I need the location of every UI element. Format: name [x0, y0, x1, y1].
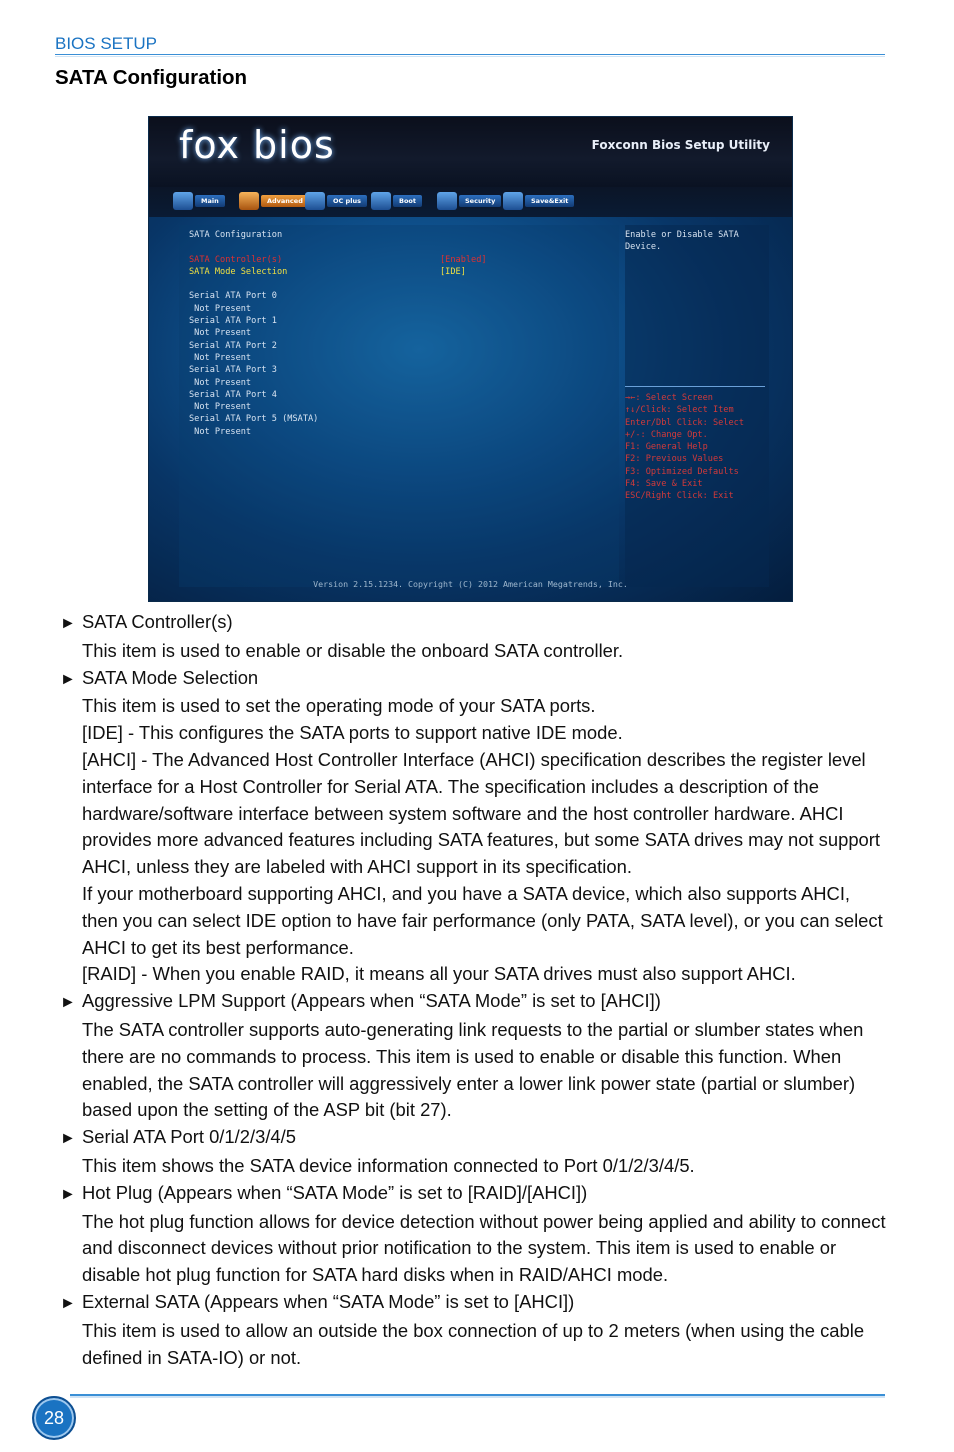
bios-port-0-name: Serial ATA Port 0: [189, 291, 277, 302]
tab-security[interactable]: [437, 191, 501, 211]
bios-value-sata-mode[interactable]: [IDE]: [440, 267, 466, 278]
page-number: 28: [32, 1396, 76, 1440]
bios-port-5-name: Serial ATA Port 5 (MSATA): [189, 414, 319, 425]
bios-heading: SATA Configuration: [189, 230, 283, 240]
oc-plus-icon: [305, 192, 325, 210]
bullet-icon: ►: [60, 670, 76, 688]
save-exit-icon: [503, 192, 523, 210]
tab-oc-plus-label: OC plus: [327, 195, 367, 207]
boot-icon: [371, 192, 391, 210]
item-description: [IDE] - This configures the SATA ports to support native IDE mode.: [82, 722, 623, 744]
key-legend-item: F2: Previous Values: [625, 454, 724, 465]
item-description: This item shows the SATA device information connected to Port 0/1/2/3/4/5.: [82, 1154, 695, 1176]
key-legend-item: F4: Save & Exit: [625, 479, 703, 490]
bios-port-4-name: Serial ATA Port 4: [189, 389, 277, 400]
key-legend-item: ESC/Right Click: Exit: [625, 491, 734, 502]
bios-port-1-status: Not Present: [189, 328, 252, 339]
lock-icon: [437, 192, 457, 210]
bios-help-divider: [625, 386, 765, 387]
item-description: The hot plug function allows for device detection without power being applied and ability to connect and disconnect devices without prior notification to the system. This item is used to enable or disable hot plug function for SATA hard disks when in RAID/AHCI mode.: [82, 1210, 886, 1286]
bios-settings-list: [189, 229, 318, 438]
bullet-icon: ►: [60, 994, 76, 1012]
key-legend-item: ↑↓/Click: Select Item: [625, 405, 734, 416]
item-sata-controller: [60, 609, 890, 665]
footer-divider: [70, 1394, 885, 1396]
item-title: Serial ATA Port 0/1/2/3/4/5: [82, 1126, 296, 1148]
main-icon: [173, 192, 193, 210]
item-description: The SATA controller supports auto-generating link requests to the partial or slumber states when there are no commands to process. This item is used to enable or disable this function. When enabled, the SATA controller will aggressively enter a lower link power state (partial or slumber) based upon the setting of the ASP bit (bit 27).: [82, 1018, 864, 1121]
bios-item-sata-controller[interactable]: SATA Controller(s): [189, 254, 283, 265]
bios-version: Version 2.15.1234. Copyright (C) 2012 American Megatrends, Inc.: [313, 579, 628, 589]
bios-item-sata-mode[interactable]: SATA Mode Selection: [189, 266, 288, 277]
item-description: This item is used to set the operating mode of your SATA ports.: [82, 695, 596, 717]
tab-advanced-label: Advanced: [261, 195, 309, 207]
bios-values: [440, 254, 487, 279]
key-legend-item: F1: General Help: [625, 442, 708, 453]
bios-port-3-name: Serial ATA Port 3: [189, 365, 277, 376]
bios-screenshot: [148, 116, 793, 602]
item-serial-ata-port: [60, 1124, 890, 1180]
bios-utility-title: Foxconn Bios Setup Utility: [591, 138, 770, 152]
bios-port-5-status: Not Present: [189, 426, 252, 437]
header-label: BIOS SETUP: [55, 34, 158, 53]
tab-save-exit[interactable]: [503, 191, 574, 211]
item-title: External SATA (Appears when “SATA Mode” is set to [AHCI]): [82, 1290, 575, 1312]
bios-port-1-name: Serial ATA Port 1: [189, 316, 277, 327]
item-hot-plug: [60, 1180, 890, 1289]
bios-port-2-name: Serial ATA Port 2: [189, 340, 277, 351]
item-sata-mode: [60, 665, 890, 989]
key-legend-item: F3: Optimized Defaults: [625, 466, 739, 477]
key-legend-item: →←: Select Screen: [625, 393, 713, 403]
tab-boot-label: Boot: [393, 195, 422, 207]
item-description: If your motherboard supporting AHCI, and you have a SATA device, which also supports AHCI, then you can select IDE option to have fair performance (only PATA, SATA level), or you can select AHCI to get its best performance.: [82, 882, 883, 958]
key-legend-item: +/-: Change Opt.: [625, 429, 708, 440]
bios-port-2-status: Not Present: [189, 352, 252, 363]
description-list: [60, 609, 890, 1371]
tab-security-label: Security: [459, 195, 501, 207]
bios-value-sata-controller[interactable]: [Enabled]: [440, 255, 487, 265]
item-title: Hot Plug (Appears when “SATA Mode” is set to [RAID]/[AHCI]): [82, 1181, 588, 1203]
section-title: SATA Configuration: [55, 66, 248, 89]
bios-port-0-status: Not Present: [189, 303, 252, 314]
tab-save-exit-label: Save&Exit: [525, 195, 574, 207]
item-description: [RAID] - When you enable RAID, it means all your SATA drives must also support AHCI.: [82, 963, 796, 985]
item-title: SATA Controller(s): [82, 611, 233, 632]
item-description: This item is used to allow an outside the box connection of up to 2 meters (when using the cable defined in SATA-IO) or not.: [82, 1319, 865, 1368]
tab-advanced[interactable]: [239, 191, 309, 211]
tab-boot[interactable]: [371, 191, 422, 211]
tab-oc-plus[interactable]: [305, 191, 367, 211]
bios-port-4-status: Not Present: [189, 402, 252, 413]
item-title: SATA Mode Selection: [82, 666, 259, 688]
header-divider: [55, 54, 885, 55]
bios-port-3-status: Not Present: [189, 377, 252, 388]
item-description: [AHCI] - The Advanced Host Controller Interface (AHCI) specification describes the register level interface for a Host Controller for Serial ATA. The specification includes a description of the hardware/software interface between system software and the host controller hardware. AHCI provides more advanced features including SATA features, but some SATA drives may not support AHCI, unless they are labeled with AHCI support in its specification.: [82, 748, 881, 878]
bullet-icon: ►: [60, 1130, 76, 1148]
advanced-icon: [239, 192, 259, 210]
item-aggressive-lpm: [60, 988, 890, 1124]
item-external-sata: [60, 1289, 890, 1371]
key-legend-item: Enter/Dbl Click: Select: [625, 417, 744, 428]
item-description: This item is used to enable or disable the onboard SATA controller.: [82, 639, 624, 661]
bios-help-text: Enable or Disable SATA Device.: [625, 230, 739, 253]
item-title: Aggressive LPM Support (Appears when “SATA Mode” is set to [AHCI]): [82, 990, 661, 1012]
tab-main[interactable]: [173, 191, 225, 211]
bullet-icon: ►: [60, 1294, 76, 1312]
tab-main-label: Main: [195, 195, 225, 207]
bullet-icon: ►: [60, 615, 76, 632]
bios-key-legend: [625, 392, 744, 503]
bullet-icon: ►: [60, 1185, 76, 1203]
bios-logo: fox bios: [179, 123, 335, 167]
bios-nav-bar: [149, 187, 792, 217]
